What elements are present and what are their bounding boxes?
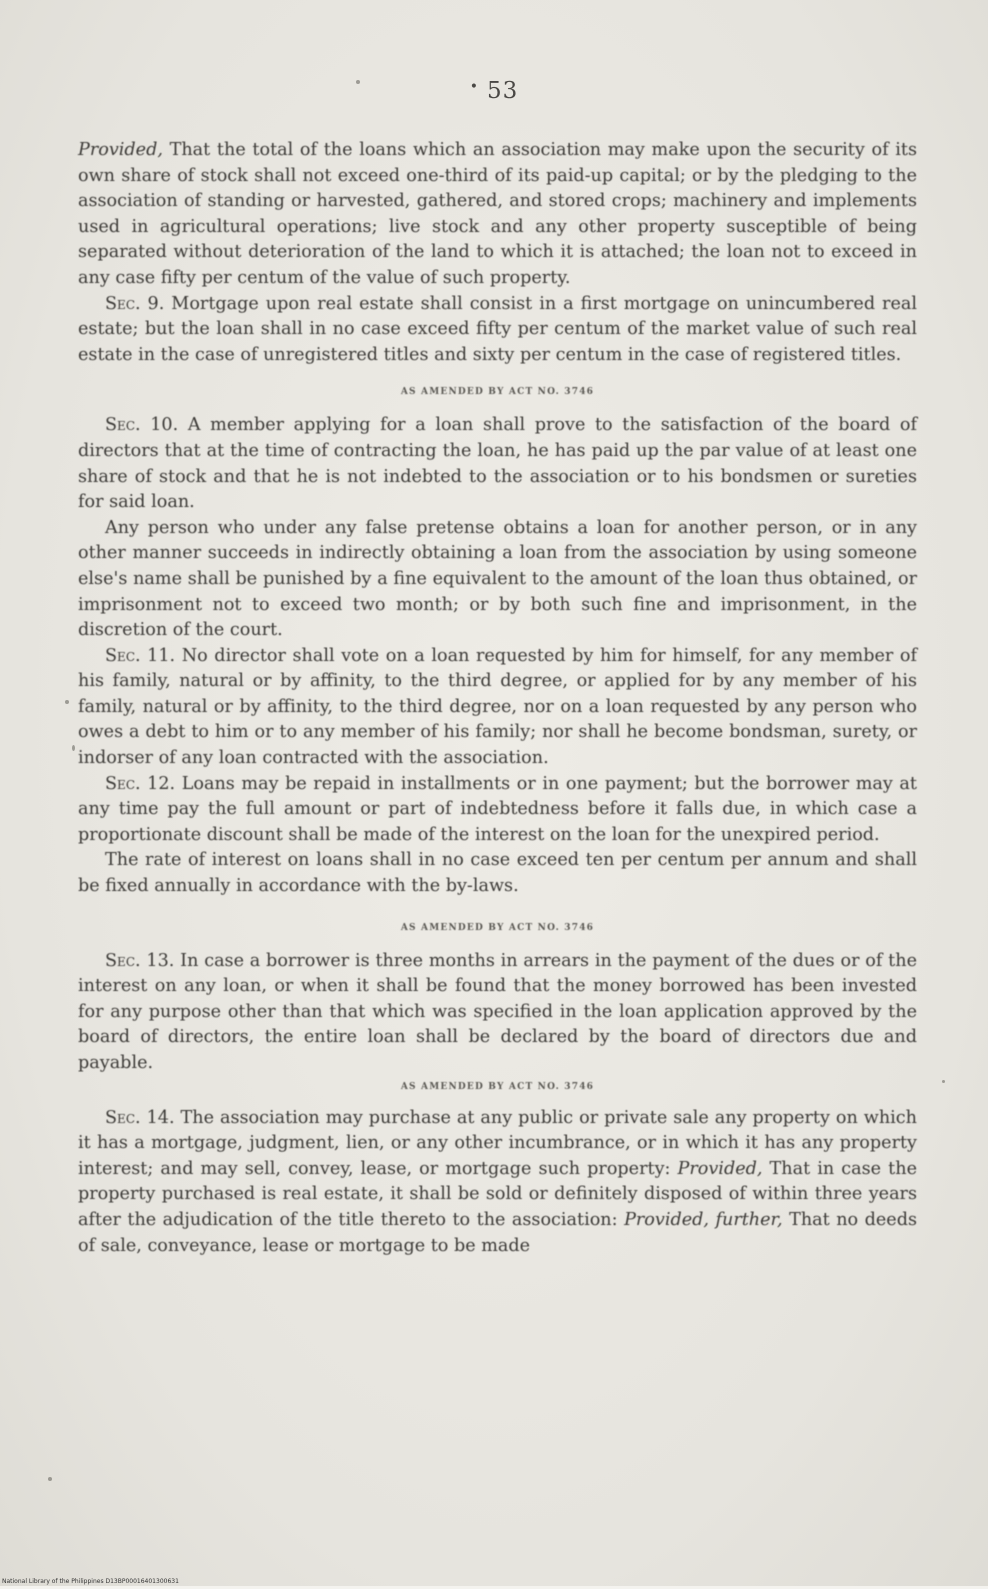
section-11: Sec. 11. No director shall vote on a loan requested by him for himself, for any member of his family, natural or by affinity, to the third degree, or applied for by any member of his family, natural or by affinity, to the third degree, nor on a loan requested by any person who owes a debt to him or to any member of his family; nor shall he become bondsman, surety, or indorser of any loan contracted with the association. (78, 645, 917, 769)
scan-speck (48, 1477, 52, 1481)
document-body (78, 138, 917, 1259)
section-12: Sec. 12. Loans may be repaid in installments or in one payment; but the borrower may at any time pay the full amount or part of indebtedness before it falls due, in which case a proportionate discount shall be made of the interest on the loan for the unexpired period. (78, 773, 917, 845)
section-10: Sec. 10. A member applying for a loan shall prove to the satisfaction of the board of directors that at the time of contracting the loan, he has paid up the par value of at least one share of stock and that he is not indebted to the association or to his bondsmen or sureties for said loan. (78, 415, 917, 513)
bullet-mark-icon: • (469, 79, 479, 95)
section-10-paragraph-2: Any person who under any false pretense obtains a loan for another person, or in any other manner succeeds in indirectly obtaining a loan from the association by using someone else's name shall be punished by a fine equivalent to the amount of the loan thus obtained, or imprisonment not to exceed two month; or by both such fine and imprisonment, in the discretion of the court. (78, 517, 917, 641)
page-number: • 53 (469, 78, 519, 104)
scan-speck (65, 700, 69, 704)
section-12-paragraph-2: The rate of interest on loans shall in no case exceed ten per centum per annum and shall be fixed annually in accordance with the by-laws. (78, 850, 917, 897)
paragraph-provided: Provided, That the total of the loans which an association may make upon the security of its own share of stock shall not exceed one-third of its paid-up capital; or by the pledging to the association of standing or harvested, gathered, and stored crops; machinery and implements used in agricultural operations; live stock and any other property susceptible of being separated without deterioration of the land to which it is attached; the loan not to exceed in any case fifty per centum of the value of such property. (78, 140, 917, 288)
amendment-note: AS AMENDED BY ACT NO. 3746 (400, 922, 595, 933)
section-14: Sec. 14. The association may purchase at any public or private sale any property on which it has a mortgage, judgment, lien, or any other incumbrance, or in which it has any property interest; and may sell, convey, lease, or mortgage such property: Provided, That in case the property purchased is real estate, it shall be sold or definitely disposed of within three years after the adjudication of the title thereto to the association: Provided, further, That no deeds of sale, conveyance, lease or mortgage to be made (78, 1107, 917, 1256)
scan-speck (942, 1080, 945, 1083)
amendment-note: AS AMENDED BY ACT NO. 3746 (400, 387, 595, 398)
scan-footer-caption: National Library of the Philippines D13BP00016401300631 (2, 1578, 179, 1585)
amendment-note: AS AMENDED BY ACT NO. 3746 (400, 1081, 595, 1092)
scan-speck (72, 745, 75, 751)
section-9: Sec. 9. Mortgage upon real estate shall consist in a first mortgage on unincumbered real estate; but the loan shall in no case exceed fifty per centum of the market value of such real estate in the case of unregistered titles and sixty per centum in the case of registered titles. (78, 293, 917, 365)
scan-speck (356, 80, 360, 84)
section-13: Sec. 13. In case a borrower is three months in arrears in the payment of the dues or of the interest on any loan, or when it shall be found that the money borrowed has been invested for any purpose other than that which was specified in the loan application approved by the board of directors, the entire loan shall be declared by the board of directors due and payable. (78, 950, 917, 1073)
